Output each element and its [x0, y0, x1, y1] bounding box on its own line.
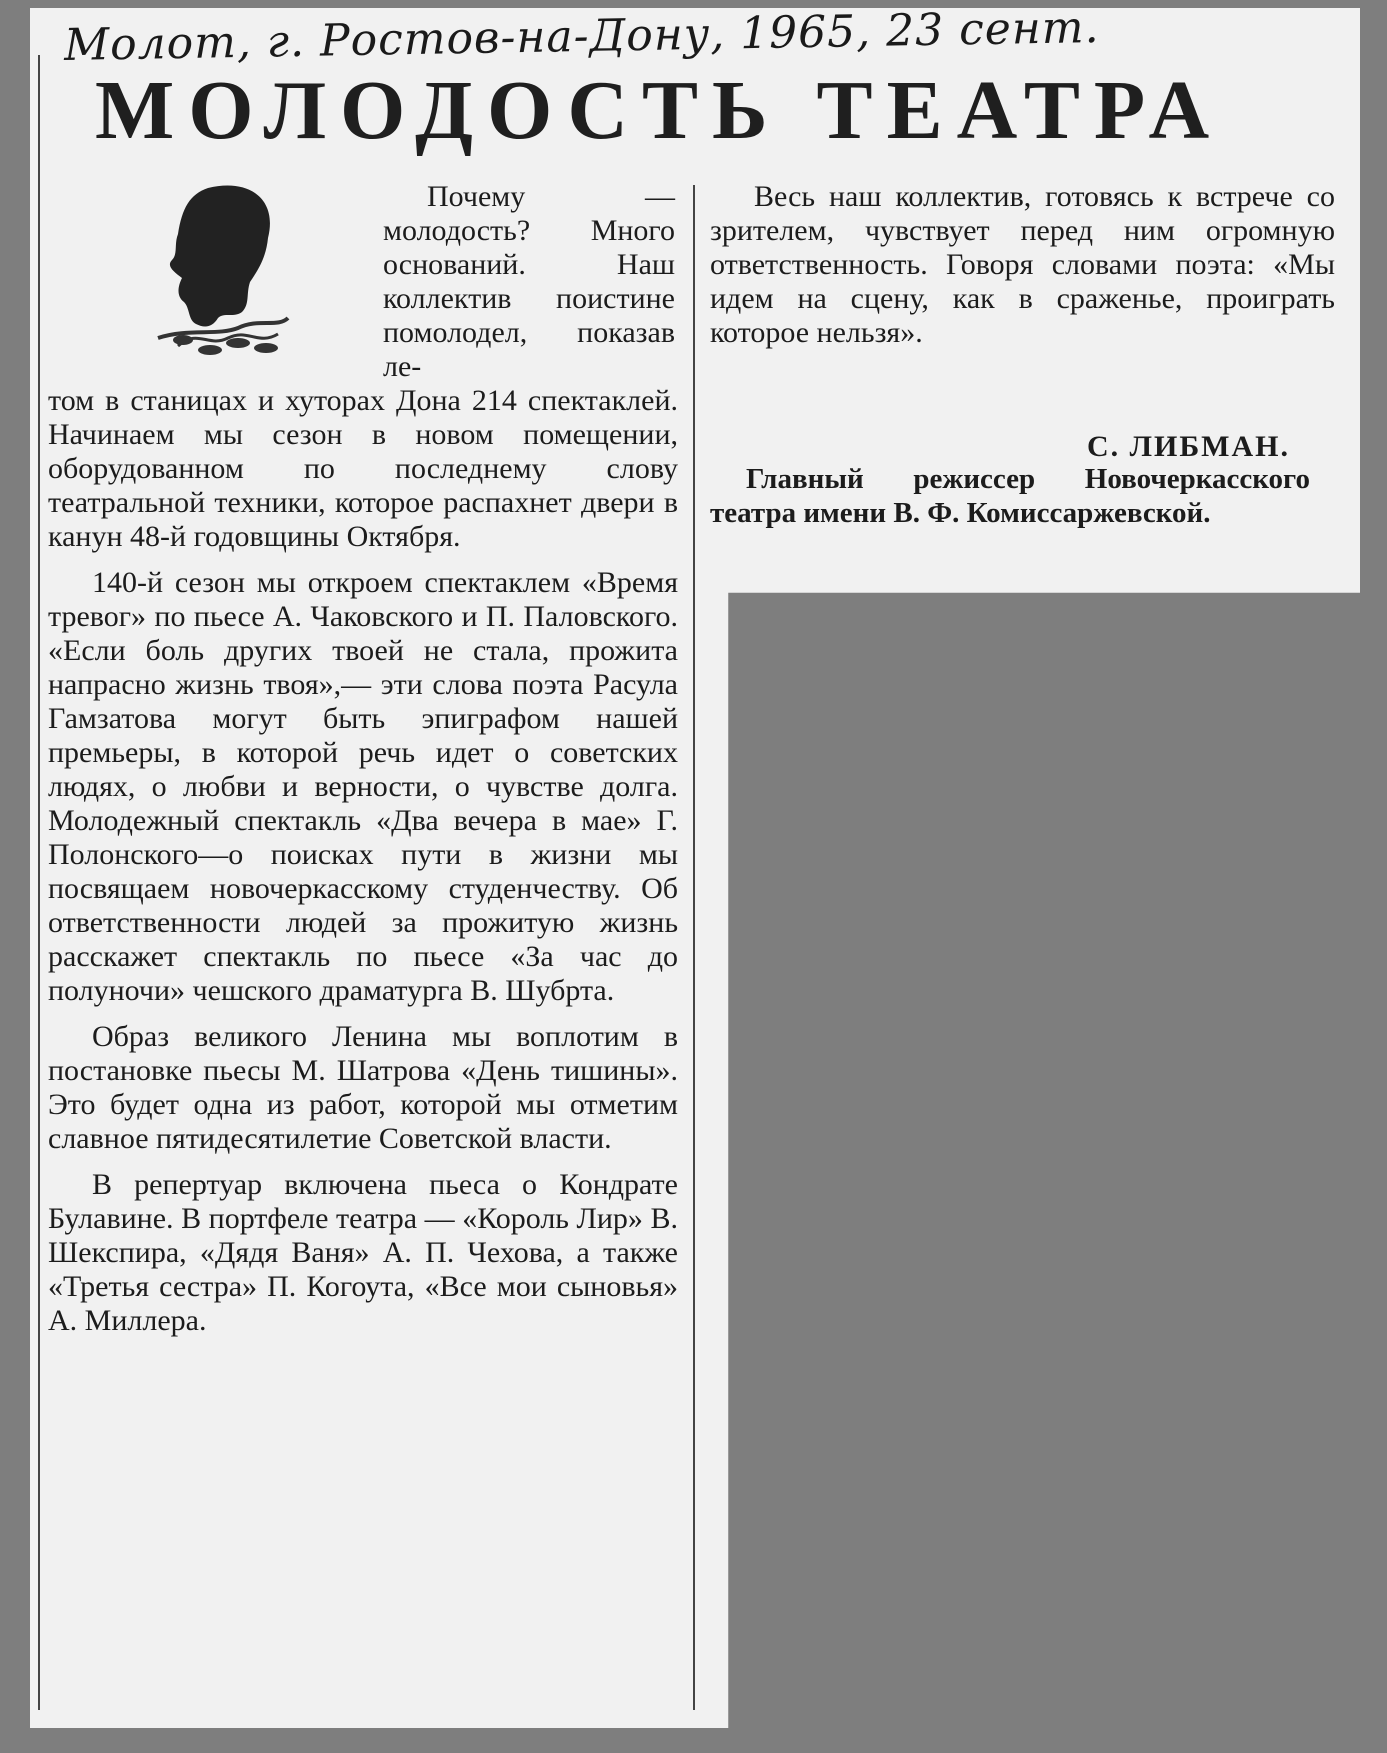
profile-portrait-icon [138, 178, 328, 378]
article-paragraph-3: Образ великого Ленина мы воплотим в постановке пьесы М. Шатрова «День тишины». Это будет одна из работ, которой мы отметим славное пятидесятилетие Советской власти. [48, 1020, 678, 1155]
article-paragraph-intro: Почему — молодость? Много оснований. Наш коллектив поистине помолодел, показав ле- [383, 180, 675, 383]
author-signature: С. ЛИБМАН. [1086, 430, 1290, 463]
article-paragraph-intro-continued: том в станицах и хуторах Дона 214 спектаклей. Начинаем мы сезон в новом помещении, оборудованном по последнему слову театральной техники, которое распахнет двери в канун 48-й годовщины Октября. [48, 384, 678, 553]
article-column-right [710, 180, 1335, 350]
article-column-left [48, 384, 678, 1338]
article-paragraph-5: Весь наш коллектив, готовясь к встрече со зрителем, чувствует перед ним огромную ответственность. Говоря словами поэта: «Мы идем на сцену, как в сраженье, проиграть которое нельзя». [710, 180, 1335, 349]
article-paragraph-4: В репертуар включена пьеса о Кондрате Булавине. В портфеле театра — «Король Лир» В. Шекспира, «Дядя Ваня» А. П. Чехова, а также «Третья сестра» П. Когоута, «Все мои сыновья» А. Миллера. [48, 1168, 678, 1337]
author-title: Главный режиссер Новочеркасского театра имени В. Ф. Комиссаржевской. [710, 463, 1310, 529]
column-rule-left [38, 55, 40, 1710]
column-rule-center [693, 185, 695, 1710]
article-headline: МОЛОДОСТЬ ТЕАТРА [95, 64, 1224, 157]
handwritten-source-note: Молот, г. Ростов-на-Дону, 1965, 23 сент. [63, 1, 1100, 72]
article-column-intro [383, 180, 675, 384]
article-paragraph-2: 140-й сезон мы откроем спектаклем «Время тревог» по пьесе А. Чаковского и П. Паловского. «Если боль других твоей не стала, прожита напрасно жизнь твоя»,— эти слова поэта Расула Гамзатова могут быть эпиграфом нашей премьеры, в которой речь идет о советских людях, о любви и верности, о чувстве долга. Молодежный спектакль «Два вечера в мае» Г. Полонского—о поисках пути в жизни мы посвящаем новочеркасскому студенчеству. Об ответственности людей за прожитую жизнь расскажет спектакль по пьесе «За час до полуночи» чешского драматурга В. Шубрта. [48, 566, 678, 1007]
